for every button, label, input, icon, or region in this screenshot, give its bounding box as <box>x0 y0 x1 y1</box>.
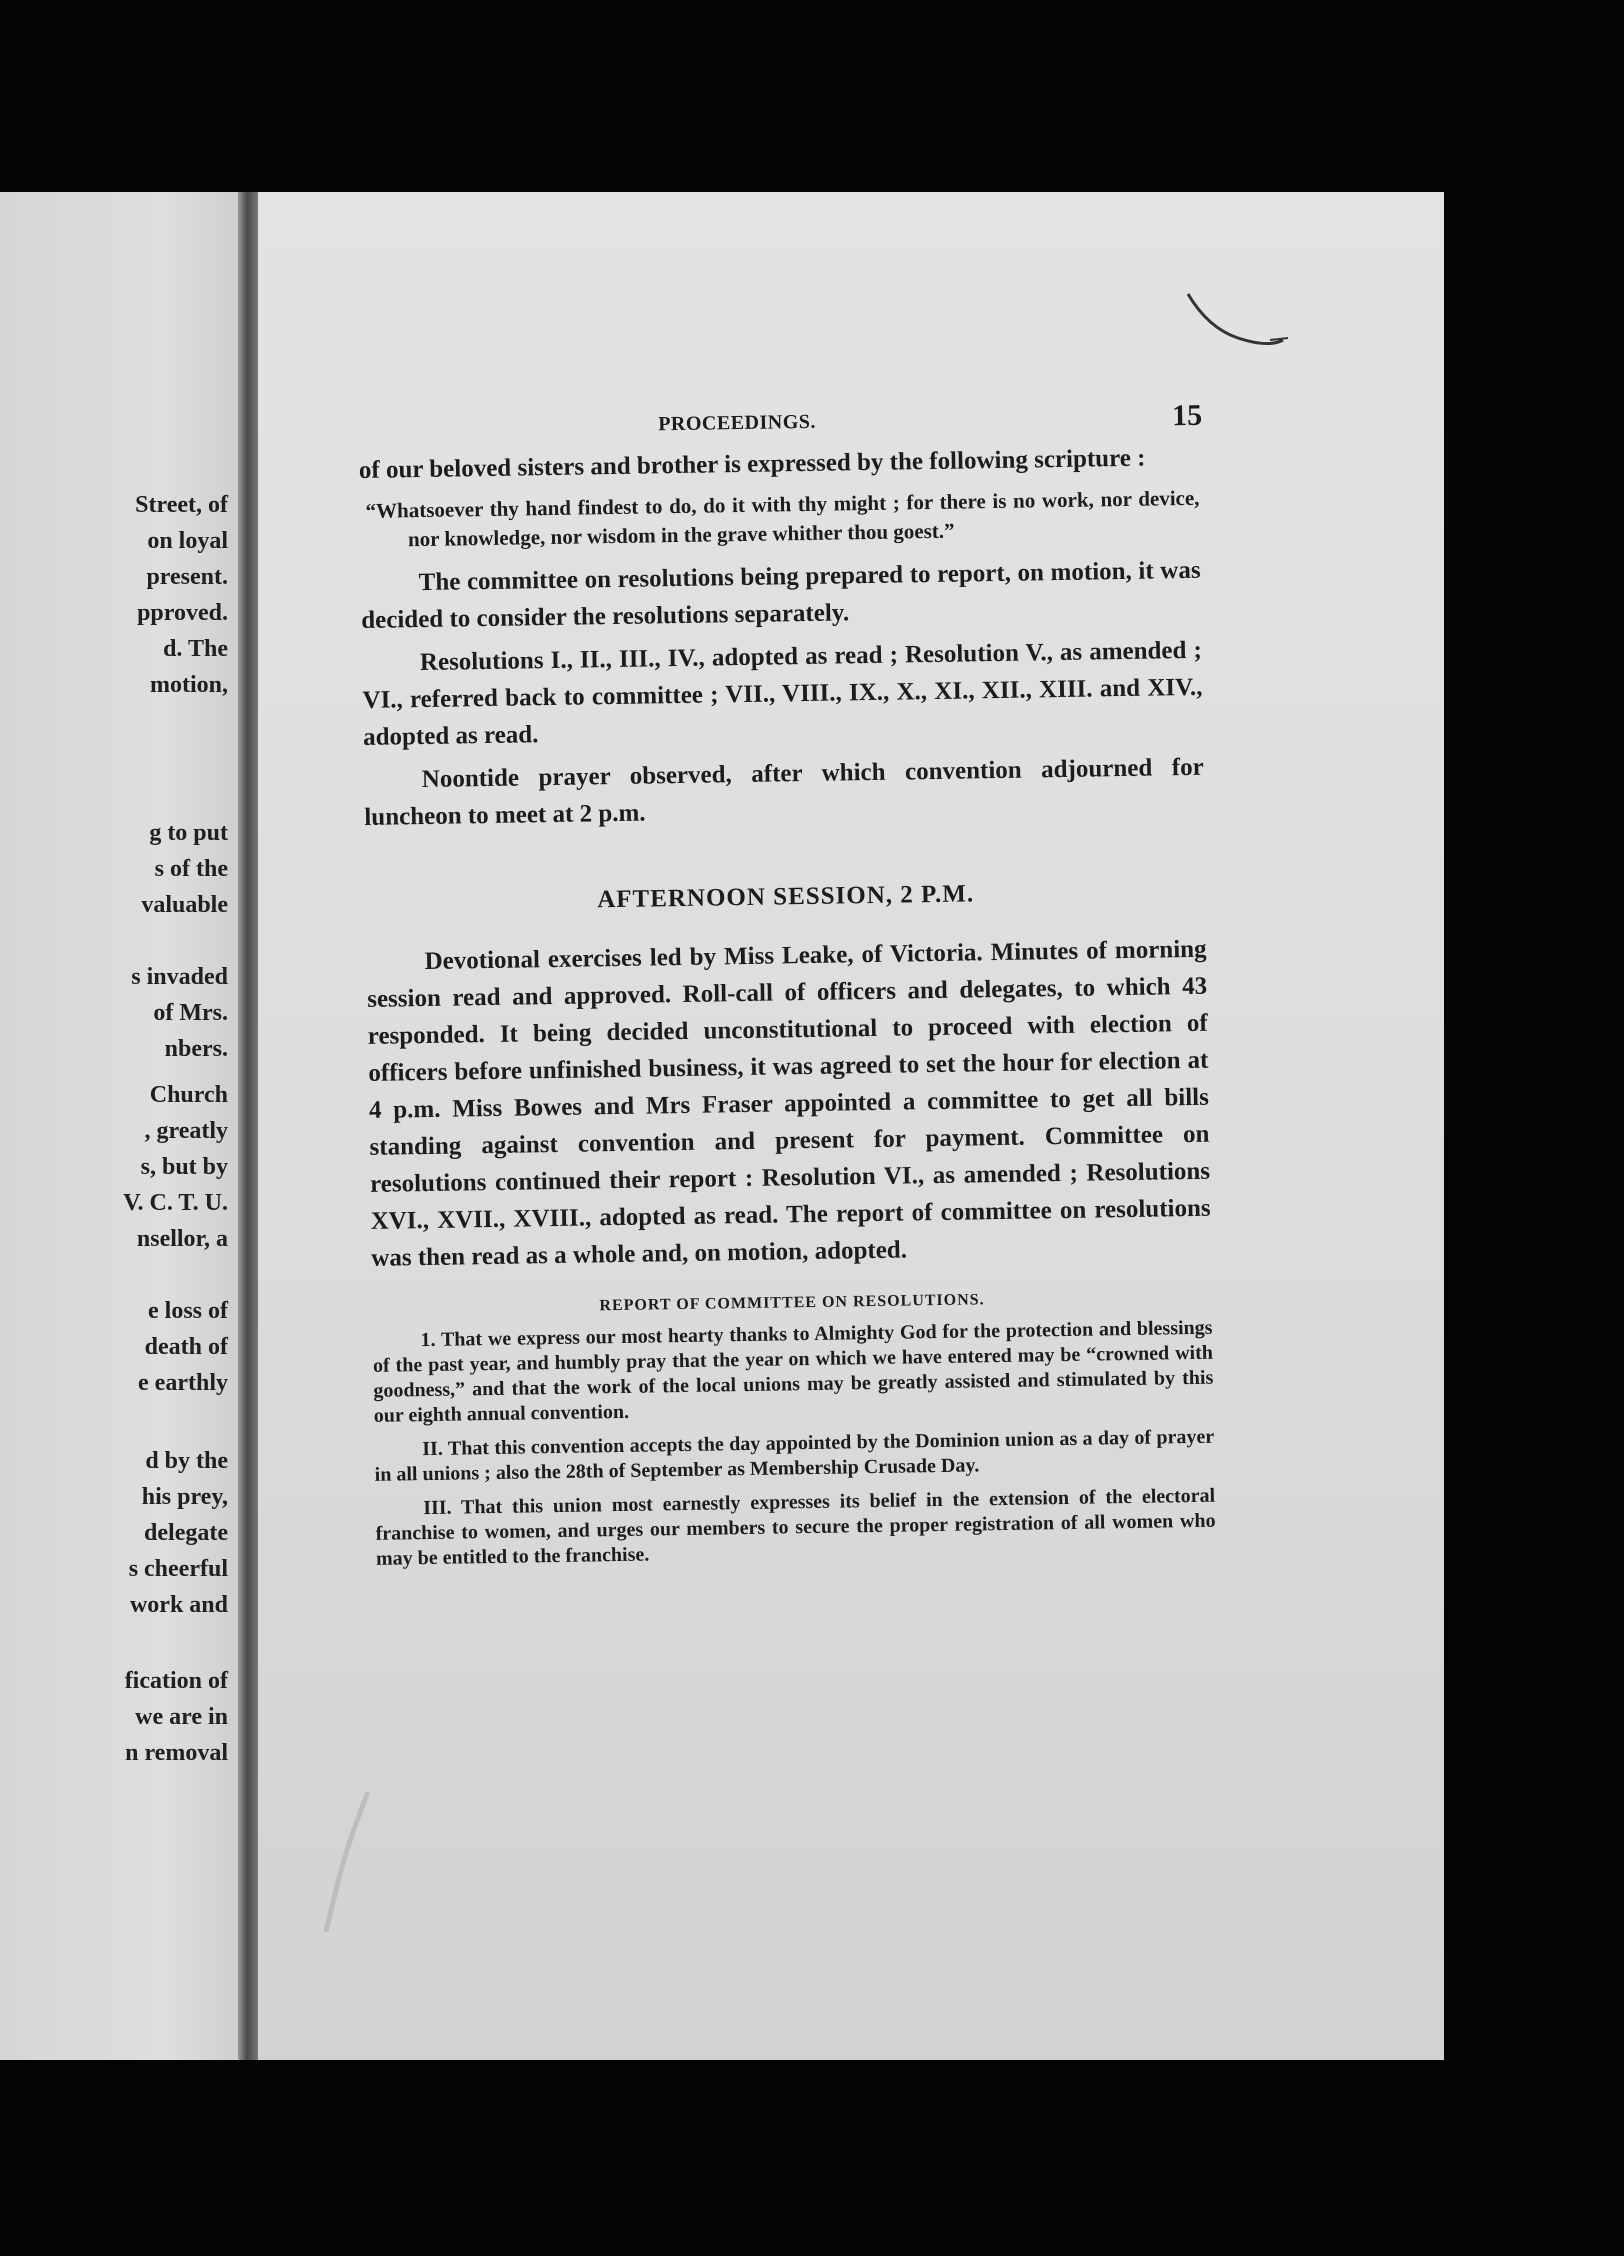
facing-page-line: fication of <box>124 1668 228 1694</box>
resolution-1: 1. That we express our most hearty thanks to Almighty God for the protection and blessings of the past year, and humbly pray that the year on which we have entered may be “crowned with goodness,” and that the work of the local unions may be greatly assisted and stimulated by this our eighth annual convention. <box>372 1316 1214 1427</box>
facing-page-line: of Mrs. <box>153 1000 228 1026</box>
paragraph-scripture-intro: of our beloved sisters and brother is expressed by the following scripture : <box>358 444 1146 484</box>
facing-page-line: nbers. <box>164 1036 228 1062</box>
facing-page-line: work and <box>129 1592 228 1618</box>
facing-page-line: his prey, <box>141 1484 228 1510</box>
facing-page-line: we are in <box>135 1704 228 1730</box>
facing-page-line: e earthly <box>138 1370 228 1396</box>
facing-page-line: s invaded <box>131 964 228 990</box>
paragraph-committee: The committee on resolutions being prepared to report, on motion, it was decided to consider the resolutions separately. <box>361 556 1201 634</box>
facing-page-line: s, but by <box>140 1154 228 1180</box>
facing-page <box>0 192 238 2060</box>
facing-page-line: e loss of <box>148 1298 228 1324</box>
running-head: PROCEEDINGS. <box>658 410 817 436</box>
scripture-quote: “Whatsoever thy hand findest to do, do it with thy might ; for there is no work, nor device, nor knowledge, nor wisdom in the grave whither thou goest.” <box>365 485 1200 552</box>
facing-page-line: motion, <box>150 672 228 698</box>
facing-page-line: valuable <box>141 892 228 918</box>
resolution-3: III. That this union most earnestly expresses its belief in the extension of the electoral franchise to women, and urges our members to secure the proper registration of all women who may be entitled to the franchise. <box>375 1484 1216 1570</box>
report-heading: REPORT OF COMMITTEE ON RESOLUTIONS. <box>599 1291 985 1315</box>
facing-page-line: nsellor, a <box>136 1226 228 1252</box>
paragraph-resolutions-adopted: Resolutions I., II., III., IV., adopted as read ; Resolution V., as amended ; VI., referred back to committee ; VII., VIII., IX., X., XI., XII., XIII. and XIV., adopted as read. <box>362 636 1203 751</box>
facing-page-line: g to put <box>149 820 228 846</box>
facing-page-line: on loyal <box>147 528 228 554</box>
facing-page-line: delegate <box>144 1520 228 1546</box>
section-heading: AFTERNOON SESSION, 2 P.M. <box>597 880 975 914</box>
resolution-2: II. That this convention accepts the day appointed by the Dominion union as a day of prayer in all unions ; also the 28th of September as Membership Crusade Day. <box>374 1425 1215 1486</box>
book-gutter <box>238 192 258 2060</box>
facing-page-line: Street, of <box>135 492 228 518</box>
facing-page-line: Church <box>149 1082 228 1108</box>
facing-page-line: death of <box>144 1334 228 1360</box>
facing-page-line: d. The <box>163 636 228 662</box>
facing-page-line: s of the <box>154 856 228 882</box>
main-page <box>258 192 1444 2060</box>
pencil-mark-icon <box>318 1782 378 1942</box>
facing-page-line: present. <box>146 564 228 590</box>
facing-page-line: n removal <box>125 1740 228 1766</box>
facing-page-line: pproved. <box>137 600 228 626</box>
paragraph-noontide: Noontide prayer observed, after which convention adjourned for luncheon to meet at 2 p.m. <box>364 753 1204 831</box>
ink-mark-icon <box>1178 288 1298 358</box>
page-number: 15 <box>1171 398 1203 433</box>
facing-page-line: d by the <box>145 1448 228 1474</box>
facing-page-line: s cheerful <box>128 1556 228 1582</box>
paragraph-afternoon-session: Devotional exercises led by Miss Leake, of Victoria. Minutes of morning session read and approved. Roll-call of officers and delegates, to which 43 responded. It being decided unconstitutional to proceed with election of officers before unfinished business, it was agreed to set the hour for election at 4 p.m. Miss Bowes and Mrs Fraser appointed a committee to get all bills standing against convention and present for payment. Committee on resolutions continued their report : Resolution VI., as amended ; Resolutions XVI., XVII., XVIII., adopted as read. The report of committee on resolutions was then read as a whole and, on motion, adopted. <box>367 935 1211 1272</box>
facing-page-line: , greatly <box>144 1118 228 1144</box>
facing-page-line: V. C. T. U. <box>123 1190 228 1216</box>
page-content <box>358 399 1216 1572</box>
